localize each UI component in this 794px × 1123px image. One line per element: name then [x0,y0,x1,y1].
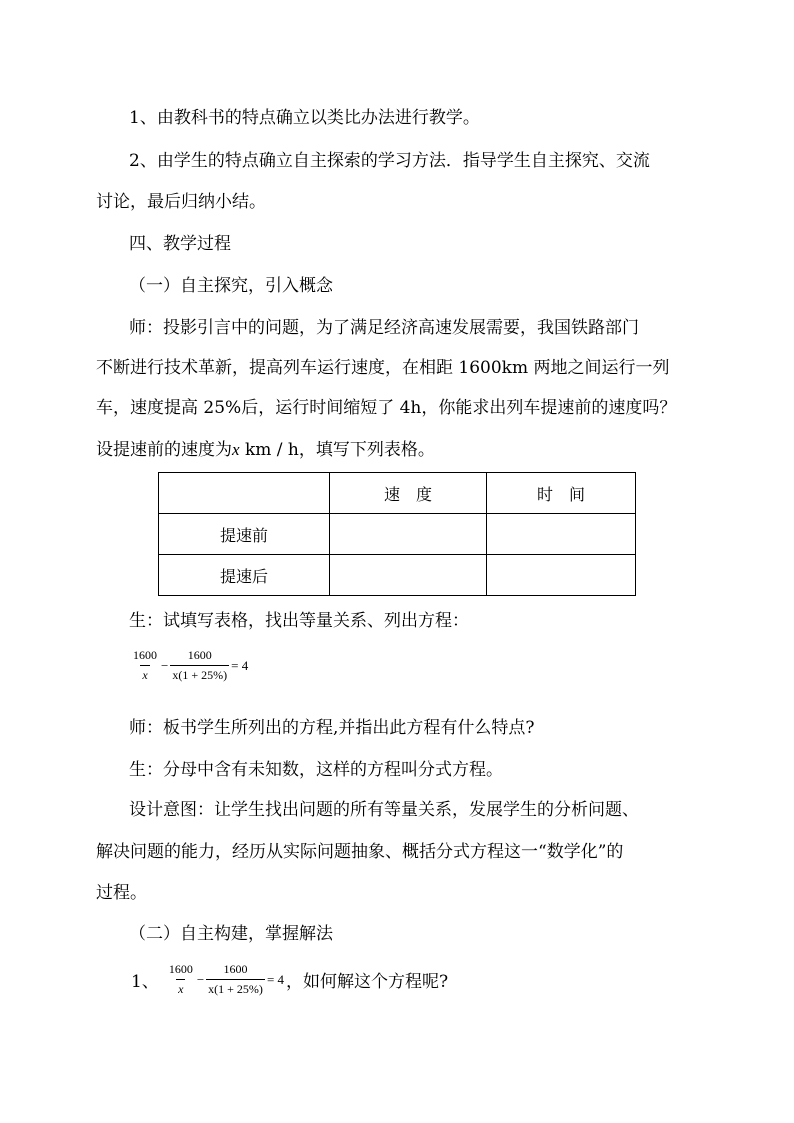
text: 过程。 [96,883,147,903]
numerator: 1600 [133,648,157,662]
equation-1 [131,648,250,683]
paragraph-method-2 [129,151,650,171]
paragraph-method-1 [129,108,480,128]
numerator: 1600 [223,962,248,976]
table-cell: 提速前 [159,514,330,555]
text: （一）自主探究，引入概念 [129,276,333,296]
design-intent-line-2 [96,842,623,862]
minus-sign: − [161,657,169,673]
text: 不断进行技术革新，提高列车运行速度，在相距 1600km 两地之间运行一列 [96,358,670,378]
text: 生：试填写表格，找出等量关系、列出方程： [129,611,469,631]
numerator: 1600 [168,962,193,976]
student-paragraph-2 [129,760,503,780]
question-text: ，如何解这个方程呢? [286,972,449,992]
table-cell [330,555,487,596]
student-paragraph-1 [129,611,469,631]
teacher-paragraph-line-1 [129,318,639,338]
text: 2、由学生的特点确立自主探索的学习方法．指导学生自主探究、交流 [129,151,650,171]
speed-time-table [158,472,636,596]
table-cell [487,514,636,555]
text: km / h，填写下列表格。 [239,440,435,460]
denominator: x [140,665,149,683]
text: 生：分母中含有未知数，这样的方程叫分式方程。 [129,760,503,780]
teacher-paragraph-line-4 [96,440,435,460]
text: （二）自主构建，掌握解法 [129,924,333,944]
paragraph-method-2-cont [96,192,266,212]
table-header-row [159,473,636,514]
equals-rhs: = 4 [231,657,249,673]
fraction-2 [170,648,229,683]
text: 解决问题的能力，经历从实际问题抽象、概括分式方程这一“数学化”的 [96,842,624,862]
text: 设提速前的速度为 [96,440,232,460]
denominator: x(1 + 25%) [206,979,265,997]
section-heading-4 [129,234,231,254]
minus-sign: − [196,971,205,987]
equals-rhs: = 4 [266,971,285,987]
text: 四、教学过程 [129,234,231,254]
text: 师：板书学生所列出的方程,并指出此方程有什么特点? [129,718,535,738]
numerator: 1600 [187,648,212,662]
question-1 [131,962,448,997]
text: 讨论，最后归纳小结。 [96,192,266,212]
subsection-heading-2 [129,924,333,944]
design-intent-line-1 [129,800,639,820]
fraction-1 [131,648,159,683]
subsection-heading-1 [129,276,333,296]
teacher-paragraph-2 [129,718,535,738]
item-number: 1、 [131,972,159,992]
text: 车，速度提高 25%后，运行时间缩短了 4h，你能求出列车提速前的速度吗？ [96,398,677,418]
table-row [159,514,636,555]
fraction-1 [167,962,195,997]
teacher-paragraph-line-3 [96,398,676,418]
fraction-2 [206,962,265,997]
denominator: x [176,979,185,997]
variable-x: x [232,440,240,459]
table-cell [487,555,636,596]
table-cell [330,514,487,555]
table-cell: 提速后 [159,555,330,596]
teacher-paragraph-line-2 [96,358,670,378]
table-header-cell [159,473,330,514]
text: 设计意图：让学生找出问题的所有等量关系，发展学生的分析问题、 [129,800,639,820]
design-intent-line-3 [96,883,147,903]
text: 师：投影引言中的问题，为了满足经济高速发展需要，我国铁路部门 [129,318,639,338]
table-header-cell: 速 度 [330,473,487,514]
denominator: x(1 + 25%) [170,665,229,683]
table-header-cell: 时 间 [487,473,636,514]
text: 1、由教科书的特点确立以类比办法进行教学。 [129,108,480,128]
table-row [159,555,636,596]
